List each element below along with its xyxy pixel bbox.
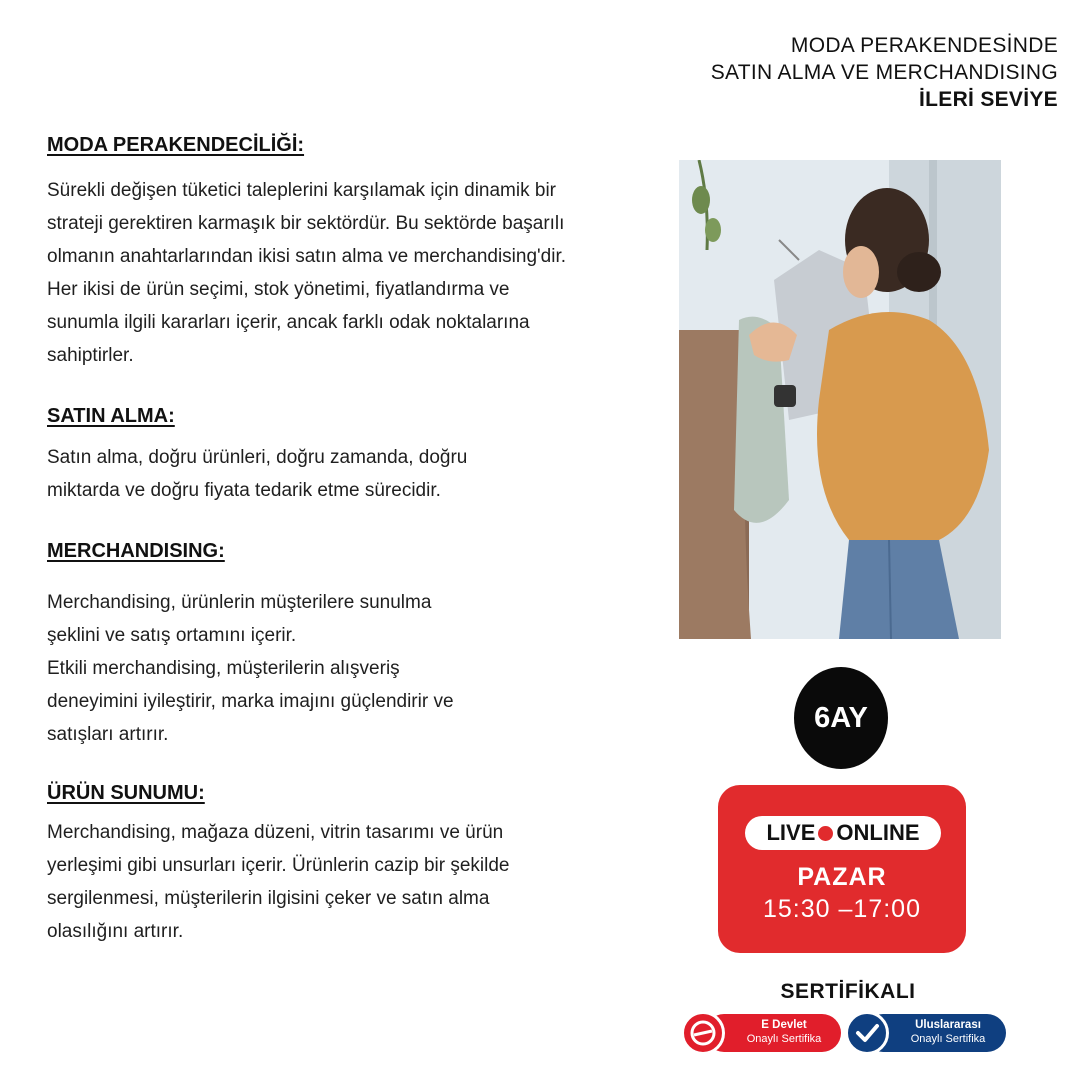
intl-subtitle: Onaylı Sertifika <box>910 1033 986 1045</box>
course-title-line-1: MODA PERAKENDESİNDE <box>790 34 1058 57</box>
body-line: olasılığını artırır. <box>47 921 184 942</box>
body-line: şeklini ve satış ortamını içerir. <box>47 625 297 646</box>
section-body-fashion-retail <box>47 174 566 372</box>
edevlet-certificate-badge <box>705 1014 841 1052</box>
intl-title: Uluslararası <box>915 1019 981 1031</box>
check-circle-icon <box>845 1011 889 1055</box>
certificate-title: SERTİFİKALI <box>780 980 916 1003</box>
body-line: satışları artırır. <box>47 724 169 745</box>
body-line: Sürekli değişen tüketici taleplerini karşılamak için dinamik bir <box>47 180 556 201</box>
shopper-illustration <box>679 160 1001 639</box>
course-title-line-2: SATIN ALMA VE MERCHANDISING <box>710 61 1058 84</box>
section-body-purchasing <box>47 441 467 507</box>
edevlet-logo-graphic <box>684 1014 722 1052</box>
shopper-photo <box>679 160 1001 639</box>
section-heading-fashion-retail: MODA PERAKENDECİLİĞİ: <box>47 134 305 156</box>
course-title-block <box>711 32 1058 113</box>
section-body-merchandising <box>47 586 454 751</box>
body-line: Merchandising, mağaza düzeni, vitrin tasarımı ve ürün <box>47 822 504 843</box>
course-level: İLERİ SEVİYE <box>919 88 1058 111</box>
edevlet-title: E Devlet <box>761 1019 807 1031</box>
live-schedule-card <box>718 785 966 953</box>
body-line: deneyimini iyileştirir, marka imajını güçlendirir ve <box>47 691 454 712</box>
body-line: sunumla ilgili kararları içerir, ancak farklı odak noktalarına <box>47 312 530 333</box>
body-line: Merchandising, ürünlerin müşterilere sunulma <box>47 592 432 613</box>
section-heading-product-display: ÜRÜN SUNUMU: <box>47 782 205 804</box>
body-line: sahiptirler. <box>47 345 134 366</box>
live-online-pill <box>745 816 941 850</box>
body-line: sergilenmesi, müşterilerin ilgisini çeker ve satın alma <box>47 888 490 909</box>
schedule-day: PAZAR <box>797 863 887 891</box>
edevlet-logo-icon <box>681 1011 725 1055</box>
live-label: LIVE <box>766 820 816 845</box>
schedule-time: 15:30 –17:00 <box>763 895 921 923</box>
online-label: ONLINE <box>836 820 920 845</box>
body-line: Satın alma, doğru ürünleri, doğru zamanda, doğru <box>47 447 468 468</box>
section-heading-purchasing: SATIN ALMA: <box>47 405 175 427</box>
body-line: Etkili merchandising, müşterilerin alışveriş <box>47 658 400 679</box>
body-line: miktarda ve doğru fiyata tedarik etme sürecidir. <box>47 480 441 501</box>
checkmark-graphic <box>848 1014 886 1052</box>
record-dot-icon <box>818 826 833 841</box>
body-line: olmanın anahtarlarından ikisi satın alma ve merchandising'dir. <box>47 246 567 267</box>
edevlet-subtitle: Onaylı Sertifika <box>746 1033 822 1045</box>
section-body-product-display <box>47 816 510 948</box>
section-heading-merchandising: MERCHANDISING: <box>47 540 225 562</box>
duration-badge: 6AY <box>794 667 888 769</box>
body-line: yerleşimi gibi unsurları içerir. Ürünlerin cazip bir şekilde <box>47 855 510 876</box>
body-line: Her ikisi de ürün seçimi, stok yönetimi, fiyatlandırma ve <box>47 279 510 300</box>
body-line: strateji gerektiren karmaşık bir sektördür. Bu sektörde başarılı <box>47 213 565 234</box>
